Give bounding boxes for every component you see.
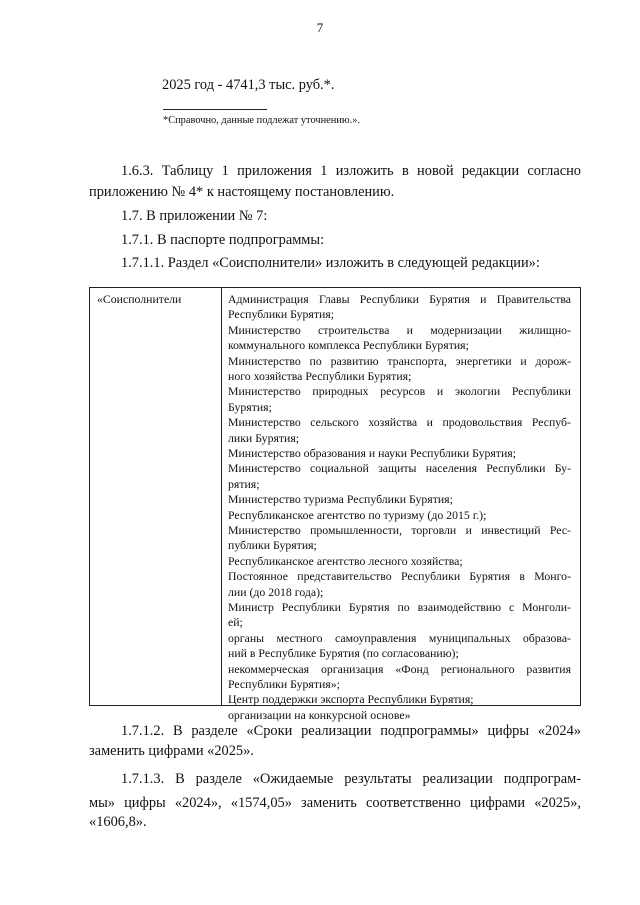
co-executor-line: Министр Республики Бурятия по взаимодействию с Монголи-: [228, 600, 571, 614]
co-executor-line: Республики Бурятия»;: [228, 676, 340, 691]
co-executor-line: Министерство строительства и модернизации жилищно-: [228, 322, 571, 337]
item-1-7-1-3-line-1: 1.7.1.3. В разделе «Ожидаемые результаты реализации подпрограм-: [121, 771, 581, 787]
item-1-7-1: 1.7.1. В паспорте подпрограммы:: [121, 232, 325, 248]
co-executor-line: Министерство социальной защиты населения Республики Бу-: [228, 461, 571, 476]
item-1-6-3-line-1: 1.6.3. Таблицу 1 приложения 1 изложить в новой редакции согласно: [121, 163, 581, 179]
co-executor-line: Министерство туризма Республики Бурятия;: [228, 492, 453, 507]
item-1-7-1-3-line-3: «1606,8».: [89, 814, 147, 830]
table-column-divider: [221, 288, 222, 705]
co-executor-line: Министерство сельского хозяйства и продовольствия Респуб-: [228, 415, 571, 430]
co-executor-line: Центр поддержки экспорта Республики Бурятия;: [228, 692, 474, 707]
co-executor-line: ей;: [228, 615, 243, 630]
item-1-7-1-1: 1.7.1.1. Раздел «Соисполнители» изложить в следующей редакции»:: [121, 255, 540, 271]
item-1-6-3-line-2: приложению № 4* к настоящему постановлению.: [89, 184, 395, 200]
item-1-7-1-2-line-2: заменить цифрами «2025».: [89, 743, 254, 759]
co-executor-line: Бурятия;: [228, 399, 272, 414]
co-executor-line: Администрация Главы Республики Бурятия и Правительства: [228, 292, 571, 306]
co-executor-line: лики Бурятия;: [228, 430, 300, 445]
co-executor-line: организации на конкурсной основе»: [228, 707, 411, 722]
co-executor-line: коммунального комплекса Республики Бурятия;: [228, 338, 469, 353]
co-executor-line: ного хозяйства Республики Бурятия;: [228, 368, 412, 383]
table-right-cell: [228, 292, 571, 723]
co-executor-line: ний в Республике Бурятия (по согласованию);: [228, 646, 459, 661]
co-executor-line: Республиканское агентство лесного хозяйства;: [228, 553, 463, 568]
co-executor-line: Министерство промышленности, торговли и инвестиций Рес-: [228, 523, 571, 537]
co-executor-line: Постоянное представительство Республики Бурятия в Монго-: [228, 569, 571, 584]
footnote-divider: [163, 109, 267, 110]
co-executor-line: лии (до 2018 года);: [228, 584, 324, 599]
item-1-7-1-2-line-1: 1.7.1.2. В разделе «Сроки реализации подпрограммы» цифры «2024»: [121, 723, 581, 739]
co-executor-line: Министерство образования и науки Республики Бурятия;: [228, 445, 516, 460]
co-executor-line: публики Бурятия;: [228, 538, 317, 553]
co-executor-line: Республиканское агентство по туризму (до 2015 г.);: [228, 507, 487, 522]
budget-2025-line: 2025 год - 4741,3 тыс. руб.*.: [162, 77, 335, 93]
footnote-text: *Справочно, данные подлежат уточнению.».: [163, 115, 361, 126]
page-number: 7: [316, 20, 324, 35]
co-executor-line: Министерство по развитию транспорта, энергетики и дорож-: [228, 353, 571, 368]
item-1-7: 1.7. В приложении № 7:: [121, 208, 268, 224]
co-executor-line: Республики Бурятия;: [228, 307, 335, 322]
co-executor-line: рятия;: [228, 476, 260, 491]
co-executor-line: некоммерческая организация «Фонд регионального развития: [228, 661, 571, 676]
item-1-7-1-3-line-2: мы» цифры «2024», «1574,05» заменить соответственно цифрами «2025»,: [89, 795, 581, 811]
co-executor-line: органы местного самоуправления муниципальных образова-: [228, 630, 571, 645]
table-left-cell: «Соисполнители: [97, 292, 182, 306]
co-executor-line: Министерство природных ресурсов и экологии Республики: [228, 384, 571, 399]
co-executors-table: [89, 287, 581, 722]
